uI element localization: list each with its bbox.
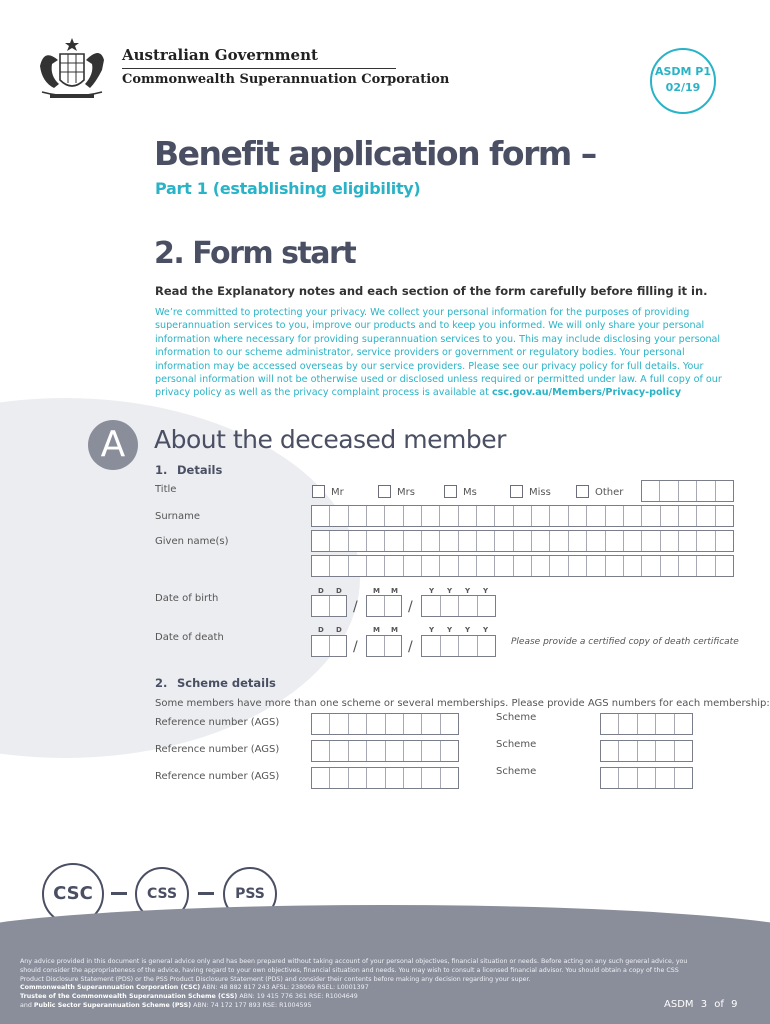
privacy-text: We’re committed to protecting your privacy. We collect your personal information for the purposes of providing superannuation services to you, improve our products and to keep you informed. We will only share your personal information where necessary for providing superannuation services to you. This may include disclosing your personal information to our scheme administrator, service providers or government or regulatory bodies. Your personal information may be accessed overseas by our service providers. Please see our privacy policy for full details. Your personal information will not be otherwise used or disclosed unless required or permitted under law. A full copy of our privacy policy as well as the privacy complaint process is available at [155, 307, 722, 399]
dob-year-letter-4: Y [483, 587, 489, 595]
header-divider [122, 68, 396, 69]
given-names-input-line2[interactable] [311, 555, 734, 577]
privacy-statement [155, 306, 730, 400]
title-mr-label: Mr [331, 487, 344, 498]
title-other-input[interactable] [641, 480, 734, 502]
dod-year-letter-3: Y [465, 626, 471, 634]
dob-month-input[interactable] [366, 595, 402, 617]
title-miss-label: Miss [529, 487, 551, 498]
scheme-label-1: Scheme [496, 712, 537, 723]
dod-year-letter-2: Y [447, 626, 453, 634]
form-code: ASDM P1 [654, 65, 712, 78]
page-number: 3 of 9 [700, 999, 738, 1010]
pss-logo: PSS [223, 867, 277, 921]
reference-label-2: Reference number (AGS) [155, 744, 280, 755]
dod-separator-2: / [408, 639, 413, 655]
title-label: Title [155, 484, 177, 495]
scheme-input-2[interactable] [600, 740, 693, 762]
title-mr-checkbox[interactable] [312, 485, 325, 498]
page-reference [664, 999, 737, 1010]
details-heading-text: Details [177, 463, 223, 477]
reference-label-1: Reference number (AGS) [155, 717, 280, 728]
dod-year-input[interactable] [421, 635, 496, 657]
footer-line-pss [20, 1002, 700, 1011]
details-heading [155, 463, 222, 477]
scheme-label-2: Scheme [496, 739, 537, 750]
footer-line-css [20, 993, 700, 1002]
dod-separator-1: / [353, 639, 358, 655]
footer-css-name: Trustee of the Commonwealth Superannuation Scheme (CSS) [20, 993, 238, 1001]
dod-month-input[interactable] [366, 635, 402, 657]
dob-month-letter-2: M [391, 587, 398, 595]
dob-day-input[interactable] [311, 595, 347, 617]
death-certificate-note: Please provide a certified copy of death certificate [511, 637, 739, 647]
page-subtitle: Part 1 (establishing eligibility) [155, 179, 421, 198]
dob-day-letter-1: D [318, 587, 324, 595]
instruction-text: Read the Explanatory notes and each section of the form carefully before filling it in. [155, 284, 708, 298]
dod-month-letter-2: M [391, 626, 398, 634]
title-ms-checkbox[interactable] [444, 485, 457, 498]
footer-disclaimer: Any advice provided in this document is general advice only and has been prepared without taking account of your personal objectives, financial situation or needs. Before acting on any such general advice, you should consider the appropriateness of the advice, having regard to your own objectives, financial situation and needs. You may wish to consult a licensed financial advisor. You should obtain a copy of the CSS Product Disclosure Statement (PDS) or the PSS Product Disclosure Statement (PDS) and consider their contents before making any decision regarding your super. [20, 958, 688, 983]
dod-day-letter-2: D [336, 626, 342, 634]
footer-css-details: ABN: 19 415 776 361 RSE: R1004649 [237, 993, 358, 1001]
reference-input-3[interactable] [311, 767, 459, 789]
footer-csc-details: ABN: 48 882 817 243 AFSL: 238069 RSEL: L0001397 [200, 984, 369, 992]
coat-of-arms-icon [32, 36, 112, 106]
dob-year-letter-1: Y [429, 587, 435, 595]
dob-separator-1: / [353, 599, 358, 615]
csc-logo: CSC [42, 863, 104, 925]
footer-pss-prefix: and [20, 1001, 34, 1009]
dod-day-letter-1: D [318, 626, 324, 634]
scheme-input-1[interactable] [600, 713, 693, 735]
page-title: Benefit application form – [154, 134, 596, 173]
scheme-details-number: 2. [155, 676, 168, 690]
dod-year-letter-4: Y [483, 626, 489, 634]
details-number: 1. [155, 463, 168, 477]
dob-year-letter-2: Y [447, 587, 453, 595]
scheme-details-heading-text: Scheme details [177, 676, 276, 690]
scheme-input-3[interactable] [600, 767, 693, 789]
dob-year-letter-3: Y [465, 587, 471, 595]
scheme-label-3: Scheme [496, 766, 537, 777]
title-other-checkbox[interactable] [576, 485, 589, 498]
surname-label: Surname [155, 511, 200, 522]
footer-pss-name: Public Sector Superannuation Scheme (PSS) [33, 1001, 192, 1009]
dob-month-letter-1: M [373, 587, 380, 595]
title-miss-checkbox[interactable] [510, 485, 523, 498]
dob-year-input[interactable] [421, 595, 496, 617]
footer-csc-name: Commonwealth Superannuation Corporation (CSC) [20, 984, 201, 992]
reference-input-2[interactable] [311, 740, 459, 762]
form-date: 02/19 [665, 81, 701, 94]
surname-input[interactable] [311, 505, 734, 527]
part-title: About the deceased member [154, 425, 506, 454]
footer-pss-details: ABN: 74 172 177 893 RSE: R1004595 [191, 1001, 312, 1009]
doc-code: ASDM [664, 999, 694, 1010]
dob-separator-2: / [408, 599, 413, 615]
form-code-badge [650, 48, 716, 114]
dob-day-letter-2: D [336, 587, 342, 595]
dod-year-letter-1: Y [429, 626, 435, 634]
dob-label: Date of birth [155, 593, 219, 604]
dod-label: Date of death [155, 632, 224, 643]
privacy-policy-link[interactable]: csc.gov.au/Members/Privacy-policy [491, 387, 682, 399]
title-ms-label: Ms [463, 487, 477, 498]
government-name: Australian Government [122, 46, 318, 64]
title-other-label: Other [595, 487, 624, 498]
scheme-intro-text: Some members have more than one scheme or several memberships. Please provide AGS numbers for each membership: [155, 698, 770, 709]
section-title: 2. Form start [154, 236, 356, 271]
title-mrs-label: Mrs [397, 487, 415, 498]
logo-dash-1 [111, 892, 127, 895]
dod-month-letter-1: M [373, 626, 380, 634]
css-logo: CSS [135, 867, 189, 921]
title-mrs-checkbox[interactable] [378, 485, 391, 498]
scheme-details-heading [155, 676, 276, 690]
part-letter-badge: A [88, 420, 138, 470]
given-names-input-line1[interactable] [311, 530, 734, 552]
given-names-label: Given name(s) [155, 536, 229, 547]
reference-label-3: Reference number (AGS) [155, 771, 280, 782]
agency-name: Commonwealth Superannuation Corporation [122, 72, 450, 87]
footer-legal-text [20, 958, 700, 1011]
logo-dash-2 [198, 892, 214, 895]
footer-line-csc [20, 984, 700, 993]
dod-day-input[interactable] [311, 635, 347, 657]
reference-input-1[interactable] [311, 713, 459, 735]
